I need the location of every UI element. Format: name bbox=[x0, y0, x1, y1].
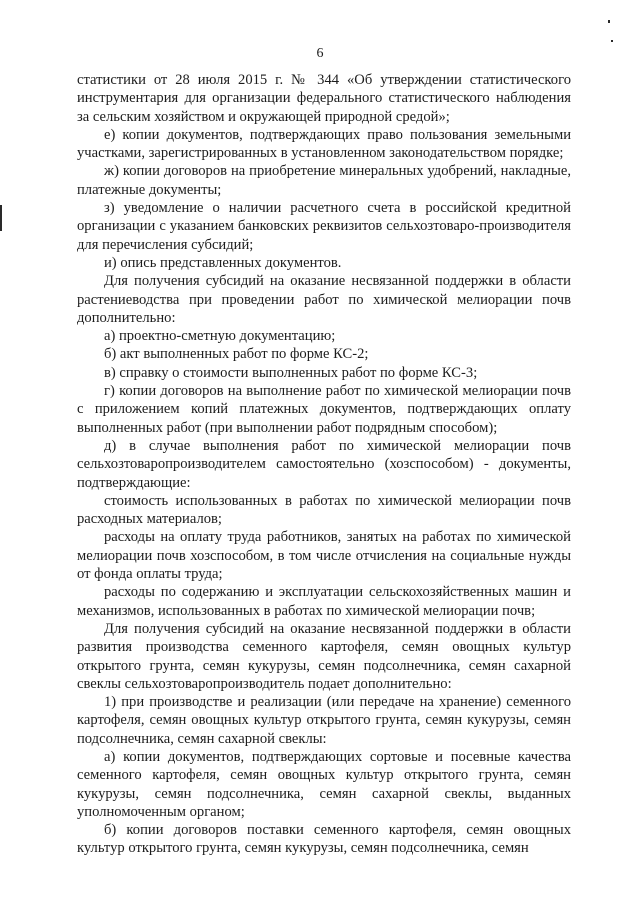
paragraph: з) уведомление о наличии расчетного счета в российской кредитной организации с указанием банковских реквизитов сельхозтоваро-производителя для перечисления субсидий; bbox=[77, 200, 571, 253]
scan-mark bbox=[608, 20, 610, 23]
paragraph: е) копии документов, подтверждающих право пользования земельными участками, зарегистрированных в установленном законодательством порядке; bbox=[77, 126, 571, 162]
paragraph: а) копии документов, подтверждающих сортовые и посевные качества семенного картофеля, семян овощных культур открытого грунта, семян кукурузы, семян подсолнечника, семян сахарной свеклы, выданных уполномоченным органом; bbox=[77, 748, 571, 820]
paragraph: стоимость использованных в работах по химической мелиорации почв расходных материалов; bbox=[77, 492, 571, 528]
scan-edge-mark bbox=[0, 205, 2, 231]
paragraph: и) опись представленных документов. bbox=[104, 254, 342, 271]
document-body bbox=[77, 71, 571, 858]
paragraph: ж) копии договоров на приобретение минеральных удобрений, накладные, платежные документы; bbox=[77, 163, 571, 198]
paragraph: Для получения субсидий на оказание несвязанной поддержки в области развития производства семенного картофеля, семян овощных культур открытого грунта, семян кукурузы, семян подсолнечника, семян сахарной свеклы сельхозтоваропроизводитель подает дополнительно: bbox=[77, 620, 571, 692]
page-number: 6 bbox=[316, 46, 324, 61]
paragraph: 1) при производстве и реализации (или передаче на хранение) семенного картофеля, семян овощных культур открытого грунта, семян кукурузы, семян подсолнечника, семян сахарной свеклы: bbox=[77, 694, 571, 747]
paragraph: а) проектно-сметную документацию; bbox=[104, 328, 336, 345]
paragraph: статистики от 28 июля 2015 г. № 344 «Об утверждении статистического инструментария для организации федерального статистического наблюдения за сельским хозяйством и окружающей природной средой»; bbox=[77, 72, 571, 125]
scan-mark bbox=[611, 40, 613, 42]
paragraph: б) копии договоров поставки семенного картофеля, семян овощных культур открытого грунта, семян кукурузы, семян подсолнечника, семян bbox=[77, 822, 571, 857]
paragraph: в) справку о стоимости выполненных работ по форме КС-3; bbox=[104, 364, 478, 381]
paragraph: Для получения субсидий на оказание несвязанной поддержки в области растениеводства при проведении работ по химической мелиорации почв дополнительно: bbox=[77, 273, 571, 326]
paragraph: расходы по содержанию и эксплуатации сельскохозяйственных машин и механизмов, использованных в работах по химической мелиорации почв; bbox=[77, 584, 571, 619]
paragraph: д) в случае выполнения работ по химической мелиорации почв сельхозтоваропроизводителем самостоятельно (хозспособом) - документы, подтверждающие: bbox=[77, 437, 571, 491]
paragraph: расходы на оплату труда работников, занятых на работах по химической мелиорации почв хозспособом, в том числе отчисления на социальные нужды от фонда оплаты труда; bbox=[77, 529, 571, 583]
paragraph: г) копии договоров на выполнение работ по химической мелиорации почв с приложением копий платежных документов, подтверждающих оплату выполненных работ (при выполнении работ подрядным способом); bbox=[77, 383, 571, 436]
paragraph: б) акт выполненных работ по форме КС-2; bbox=[104, 346, 369, 363]
